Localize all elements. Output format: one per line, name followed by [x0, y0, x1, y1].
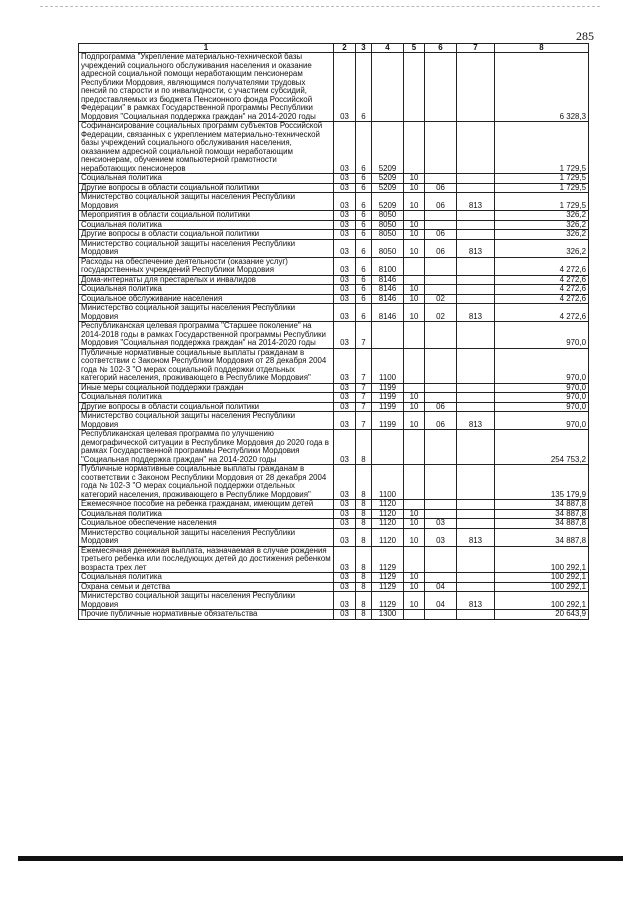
code-subsection: [425, 322, 457, 349]
code-target: 8050: [372, 220, 404, 230]
row-name: Другие вопросы в области социальной политики: [79, 183, 334, 193]
table-row: [79, 546, 589, 573]
column-header: 7: [457, 44, 495, 53]
row-amount: 326,2: [495, 230, 589, 240]
code-subsection: 06: [425, 239, 457, 257]
code-subprogram: 6: [356, 122, 372, 174]
code-subsection: [425, 275, 457, 285]
code-subprogram: 6: [356, 257, 372, 275]
code-program: 03: [334, 275, 356, 285]
code-section: [404, 211, 425, 221]
code-program: 03: [334, 53, 356, 122]
row-name: Министерство социальной защиты населения Республики Мордовия: [79, 193, 334, 211]
table-body: [79, 53, 589, 620]
code-target: 1199: [372, 393, 404, 403]
table-row: [79, 122, 589, 174]
code-target: 1120: [372, 528, 404, 546]
code-target: 1129: [372, 546, 404, 573]
code-expense-type: 813: [457, 592, 495, 610]
code-section: [404, 53, 425, 122]
code-subsection: [425, 53, 457, 122]
code-subprogram: 7: [356, 402, 372, 412]
column-header: 2: [334, 44, 356, 53]
code-target: 1300: [372, 610, 404, 620]
row-amount: 970,0: [495, 412, 589, 430]
row-amount: 6 328,3: [495, 53, 589, 122]
table-row: [79, 582, 589, 592]
table-row: [79, 348, 589, 383]
code-expense-type: [457, 230, 495, 240]
code-subsection: [425, 465, 457, 500]
code-target: [372, 322, 404, 349]
code-target: 1120: [372, 500, 404, 510]
code-section: 10: [404, 519, 425, 529]
code-expense-type: [457, 573, 495, 583]
row-amount: 1 729,5: [495, 122, 589, 174]
code-expense-type: [457, 174, 495, 184]
page-number: 285: [576, 29, 594, 43]
row-amount: 1 729,5: [495, 183, 589, 193]
table-row: [79, 509, 589, 519]
scan-bottom-edge: [18, 856, 623, 861]
table-row: [79, 383, 589, 393]
row-amount: 100 292,1: [495, 582, 589, 592]
code-section: [404, 465, 425, 500]
code-subsection: [425, 285, 457, 295]
code-target: [372, 53, 404, 122]
code-section: 10: [404, 174, 425, 184]
row-amount: 326,2: [495, 211, 589, 221]
code-target: 8050: [372, 211, 404, 221]
code-subprogram: 7: [356, 322, 372, 349]
row-name: Другие вопросы в области социальной политики: [79, 230, 334, 240]
code-subsection: 03: [425, 519, 457, 529]
code-expense-type: [457, 383, 495, 393]
code-program: 03: [334, 509, 356, 519]
code-target: 1129: [372, 582, 404, 592]
row-name: Ежемесячная денежная выплата, назначаемая в случае рождения третьего ребенка или последующих детей до достижения ребенком возраста трех лет: [79, 546, 334, 573]
code-expense-type: [457, 519, 495, 529]
code-section: 10: [404, 402, 425, 412]
code-subprogram: 8: [356, 509, 372, 519]
code-expense-type: [457, 53, 495, 122]
code-subprogram: 7: [356, 383, 372, 393]
row-name: Республиканская целевая программа "Старшее поколение" на 2014-2018 годы в рамках Государственной программы Республики Мордовия "Социальная поддержка граждан" на 2014-2020 годы: [79, 322, 334, 349]
code-section: 10: [404, 294, 425, 304]
code-program: 03: [334, 573, 356, 583]
code-target: 8050: [372, 230, 404, 240]
code-expense-type: [457, 465, 495, 500]
row-amount: 4 272,6: [495, 285, 589, 295]
table-row: [79, 220, 589, 230]
code-subprogram: 8: [356, 465, 372, 500]
code-subsection: [425, 546, 457, 573]
row-amount: 970,0: [495, 383, 589, 393]
code-program: 03: [334, 294, 356, 304]
table-row: [79, 393, 589, 403]
row-amount: 34 887,8: [495, 519, 589, 529]
table-row: [79, 183, 589, 193]
code-target: 5209: [372, 122, 404, 174]
code-expense-type: [457, 546, 495, 573]
row-amount: 970,0: [495, 402, 589, 412]
code-target: 1120: [372, 519, 404, 529]
table-row: [79, 592, 589, 610]
row-amount: 4 272,6: [495, 275, 589, 285]
code-program: 03: [334, 174, 356, 184]
code-subsection: [425, 383, 457, 393]
code-subsection: [425, 174, 457, 184]
row-name: Публичные нормативные социальные выплаты гражданам в соответствии с Законом Республики Мордовия от 28 декабря 2004 года № 102-З "О мерах социальной поддержки отдельных категорий населения, проживающего в Республике Мордовия": [79, 465, 334, 500]
row-name: Софинансирование социальных программ субъектов Российской Федерации, связанных с укреплением материально-технической базы учреждений социального обслуживания населения, оказанием адресной социальной помощи неработающим пенсионерам, обучением компьютерной грамотности неработающих пенсионеров: [79, 122, 334, 174]
code-subprogram: 8: [356, 500, 372, 510]
code-target: 1199: [372, 402, 404, 412]
code-expense-type: [457, 582, 495, 592]
code-subprogram: 6: [356, 220, 372, 230]
code-subprogram: 6: [356, 183, 372, 193]
row-amount: 970,0: [495, 322, 589, 349]
code-expense-type: [457, 348, 495, 383]
code-program: 03: [334, 122, 356, 174]
code-target: 1120: [372, 509, 404, 519]
table-row: [79, 230, 589, 240]
code-subsection: [425, 220, 457, 230]
row-amount: 100 292,1: [495, 573, 589, 583]
code-subsection: [425, 430, 457, 465]
code-program: 03: [334, 500, 356, 510]
code-target: 1100: [372, 348, 404, 383]
code-expense-type: 813: [457, 193, 495, 211]
column-header: 6: [425, 44, 457, 53]
row-name: Министерство социальной защиты населения Республики Мордовия: [79, 412, 334, 430]
code-subsection: [425, 573, 457, 583]
code-program: 03: [334, 257, 356, 275]
row-name: Республиканская целевая программа по улучшению демографической ситуации в Республике Мордовия до 2020 года в рамках Государственной программы Республики Мордовия "Социальная поддержка граждан" на 2014-2020 годы: [79, 430, 334, 465]
code-subprogram: 8: [356, 573, 372, 583]
column-header: 4: [372, 44, 404, 53]
row-amount: 34 887,8: [495, 509, 589, 519]
code-program: 03: [334, 193, 356, 211]
row-name: Социальная политика: [79, 509, 334, 519]
code-program: 03: [334, 383, 356, 393]
code-subprogram: 6: [356, 211, 372, 221]
row-name: Министерство социальной защиты населения Республики Мордовия: [79, 528, 334, 546]
code-section: [404, 348, 425, 383]
code-subsection: [425, 610, 457, 620]
code-target: [372, 430, 404, 465]
code-expense-type: [457, 257, 495, 275]
code-section: [404, 383, 425, 393]
row-name: Ежемесячное пособие на ребенка гражданам, имеющим детей: [79, 500, 334, 510]
code-target: 5209: [372, 174, 404, 184]
code-section: 10: [404, 582, 425, 592]
code-subprogram: 6: [356, 285, 372, 295]
table-row: [79, 53, 589, 122]
row-name: Социальная политика: [79, 573, 334, 583]
code-expense-type: [457, 220, 495, 230]
code-section: 10: [404, 239, 425, 257]
code-subsection: 06: [425, 183, 457, 193]
code-expense-type: 813: [457, 412, 495, 430]
code-subsection: 06: [425, 412, 457, 430]
row-name: Прочие публичные нормативные обязательства: [79, 610, 334, 620]
row-name: Охрана семьи и детства: [79, 582, 334, 592]
row-amount: 4 272,6: [495, 294, 589, 304]
code-section: [404, 610, 425, 620]
code-subsection: 06: [425, 193, 457, 211]
code-program: 03: [334, 519, 356, 529]
code-program: 03: [334, 582, 356, 592]
row-amount: 326,2: [495, 220, 589, 230]
row-name: Министерство социальной защиты населения Республики Мордовия: [79, 592, 334, 610]
code-section: 10: [404, 592, 425, 610]
code-subprogram: 8: [356, 610, 372, 620]
code-section: [404, 257, 425, 275]
code-target: 1199: [372, 383, 404, 393]
table-row: [79, 174, 589, 184]
table-row: [79, 573, 589, 583]
code-expense-type: [457, 275, 495, 285]
code-section: 10: [404, 528, 425, 546]
code-subsection: 02: [425, 294, 457, 304]
code-section: 10: [404, 304, 425, 322]
code-section: [404, 546, 425, 573]
row-name: Иные меры социальной поддержки граждан: [79, 383, 334, 393]
code-target: 1129: [372, 573, 404, 583]
row-name: Социальная политика: [79, 393, 334, 403]
table-row: [79, 322, 589, 349]
row-amount: 970,0: [495, 393, 589, 403]
code-section: 10: [404, 285, 425, 295]
code-expense-type: [457, 393, 495, 403]
table-row: [79, 211, 589, 221]
code-expense-type: [457, 285, 495, 295]
table-row: [79, 193, 589, 211]
code-target: 8050: [372, 239, 404, 257]
column-header: 8: [495, 44, 589, 53]
code-program: 03: [334, 528, 356, 546]
code-program: 03: [334, 412, 356, 430]
code-subprogram: 7: [356, 412, 372, 430]
code-program: 03: [334, 348, 356, 383]
column-header: 3: [356, 44, 372, 53]
table-row: [79, 239, 589, 257]
code-subsection: [425, 509, 457, 519]
row-amount: 100 292,1: [495, 592, 589, 610]
code-target: 8146: [372, 304, 404, 322]
code-expense-type: 813: [457, 528, 495, 546]
code-program: 03: [334, 304, 356, 322]
code-subsection: 02: [425, 304, 457, 322]
code-section: [404, 430, 425, 465]
code-subsection: [425, 211, 457, 221]
code-expense-type: [457, 322, 495, 349]
code-section: 10: [404, 183, 425, 193]
code-expense-type: [457, 430, 495, 465]
code-program: 03: [334, 546, 356, 573]
code-program: 03: [334, 393, 356, 403]
row-name: Другие вопросы в области социальной политики: [79, 402, 334, 412]
code-subprogram: 6: [356, 230, 372, 240]
row-name: Мероприятия в области социальной политики: [79, 211, 334, 221]
code-target: 8146: [372, 275, 404, 285]
column-header: 5: [404, 44, 425, 53]
code-subprogram: 6: [356, 239, 372, 257]
code-section: 10: [404, 509, 425, 519]
code-program: 03: [334, 285, 356, 295]
row-amount: 34 887,8: [495, 528, 589, 546]
code-program: 03: [334, 239, 356, 257]
code-subprogram: 8: [356, 546, 372, 573]
code-target: 5209: [372, 183, 404, 193]
row-name: Социальная политика: [79, 174, 334, 184]
code-target: 5209: [372, 193, 404, 211]
table-row: [79, 402, 589, 412]
code-subsection: 04: [425, 582, 457, 592]
row-name: Социальное обслуживание населения: [79, 294, 334, 304]
code-subprogram: 8: [356, 430, 372, 465]
table-row: [79, 294, 589, 304]
code-target: 8146: [372, 294, 404, 304]
row-amount: 4 272,6: [495, 304, 589, 322]
column-header: 1: [79, 44, 334, 53]
row-amount: 1 729,5: [495, 193, 589, 211]
code-expense-type: [457, 509, 495, 519]
code-expense-type: [457, 500, 495, 510]
code-section: 10: [404, 230, 425, 240]
row-amount: 34 887,8: [495, 500, 589, 510]
code-target: 8100: [372, 257, 404, 275]
code-program: 03: [334, 230, 356, 240]
code-section: [404, 275, 425, 285]
table-row: [79, 412, 589, 430]
code-subprogram: 6: [356, 174, 372, 184]
code-expense-type: [457, 183, 495, 193]
code-expense-type: [457, 402, 495, 412]
code-subprogram: 7: [356, 393, 372, 403]
code-expense-type: [457, 610, 495, 620]
code-program: 03: [334, 183, 356, 193]
table-row: [79, 500, 589, 510]
table-row: [79, 285, 589, 295]
code-target: 8146: [372, 285, 404, 295]
code-target: 1199: [372, 412, 404, 430]
row-amount: 254 753,2: [495, 430, 589, 465]
code-subprogram: 8: [356, 592, 372, 610]
code-expense-type: 813: [457, 304, 495, 322]
code-subsection: [425, 122, 457, 174]
row-amount: 1 729,5: [495, 174, 589, 184]
code-subprogram: 8: [356, 528, 372, 546]
table-row: [79, 610, 589, 620]
code-expense-type: 813: [457, 239, 495, 257]
code-section: 10: [404, 412, 425, 430]
table-row: [79, 519, 589, 529]
code-subprogram: 8: [356, 519, 372, 529]
table-row: [79, 528, 589, 546]
code-section: 10: [404, 393, 425, 403]
code-subsection: [425, 500, 457, 510]
code-subsection: 03: [425, 528, 457, 546]
code-program: 03: [334, 211, 356, 221]
code-section: [404, 500, 425, 510]
code-program: 03: [334, 220, 356, 230]
code-subprogram: 6: [356, 275, 372, 285]
code-expense-type: [457, 122, 495, 174]
table-row: [79, 275, 589, 285]
code-section: 10: [404, 220, 425, 230]
code-program: 03: [334, 610, 356, 620]
table-row: [79, 304, 589, 322]
row-name: Социальное обеспечение населения: [79, 519, 334, 529]
code-subprogram: 6: [356, 304, 372, 322]
row-name: Дома-интернаты для престарелых и инвалидов: [79, 275, 334, 285]
code-program: 03: [334, 322, 356, 349]
scan-top-edge: [40, 6, 600, 7]
code-subprogram: 6: [356, 294, 372, 304]
code-subprogram: 6: [356, 193, 372, 211]
code-section: 10: [404, 193, 425, 211]
code-subprogram: 6: [356, 53, 372, 122]
code-section: [404, 322, 425, 349]
code-program: 03: [334, 430, 356, 465]
code-subsection: [425, 348, 457, 383]
row-amount: 970,0: [495, 348, 589, 383]
row-name: Министерство социальной защиты населения Республики Мордовия: [79, 304, 334, 322]
code-expense-type: [457, 294, 495, 304]
code-program: 03: [334, 465, 356, 500]
row-amount: 4 272,6: [495, 257, 589, 275]
code-program: 03: [334, 402, 356, 412]
code-target: 1100: [372, 465, 404, 500]
table-row: [79, 430, 589, 465]
code-subsection: 06: [425, 402, 457, 412]
code-section: 10: [404, 573, 425, 583]
code-target: 1129: [372, 592, 404, 610]
budget-table: [78, 43, 589, 620]
row-name: Министерство социальной защиты населения Республики Мордовия: [79, 239, 334, 257]
code-subsection: 04: [425, 592, 457, 610]
code-section: [404, 122, 425, 174]
row-name: Социальная политика: [79, 220, 334, 230]
code-subprogram: 7: [356, 348, 372, 383]
row-name: Публичные нормативные социальные выплаты гражданам в соответствии с Законом Республики Мордовия от 28 декабря 2004 года № 102-З "О мерах социальной поддержки отдельных категорий населения, проживающего в Республике Мордовия": [79, 348, 334, 383]
row-name: Расходы на обеспечение деятельности (оказание услуг) государственных учреждений Республики Мордовия: [79, 257, 334, 275]
row-name: Социальная политика: [79, 285, 334, 295]
header-row: [79, 44, 589, 53]
code-subprogram: 8: [356, 582, 372, 592]
row-amount: 326,2: [495, 239, 589, 257]
row-name: Подпрограмма "Укрепление материально-технической базы учреждений социального обслуживания населения и оказание адресной социальной помощи неработающим пенсионерам Республики Мордовия, являющимся получателями трудовых пенсий по старости и по инвалидности, с участием субсидий, предоставляемых из бюджета Пенсионного фонда Российской Федерации" в рамках Государственной программы Республики Мордовия "Социальная поддержка граждан" на 2014-2020 годы: [79, 53, 334, 122]
code-subsection: [425, 257, 457, 275]
row-amount: 20 643,9: [495, 610, 589, 620]
code-expense-type: [457, 211, 495, 221]
row-amount: 100 292,1: [495, 546, 589, 573]
table-row: [79, 465, 589, 500]
code-subsection: 06: [425, 230, 457, 240]
row-amount: 135 179,9: [495, 465, 589, 500]
code-subsection: [425, 393, 457, 403]
code-program: 03: [334, 592, 356, 610]
table-row: [79, 257, 589, 275]
